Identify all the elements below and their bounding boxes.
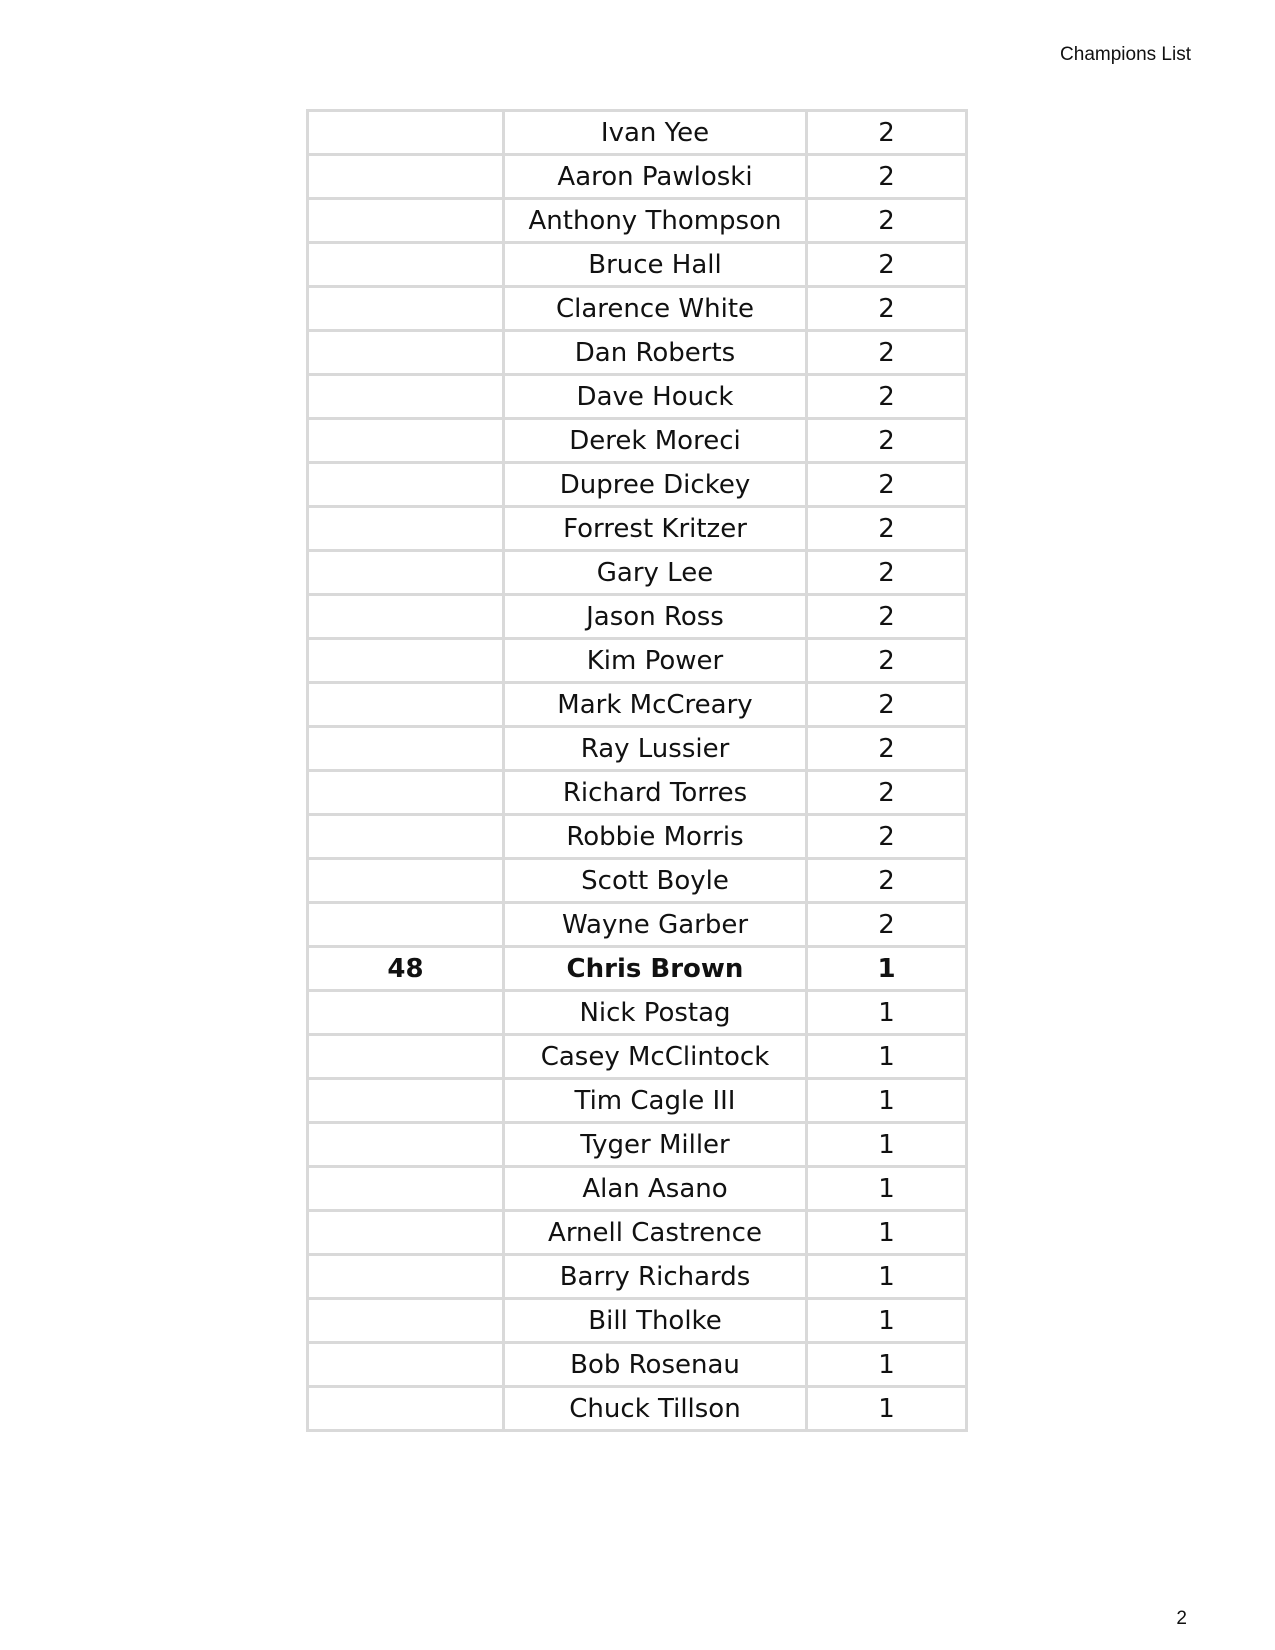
rank-cell	[308, 287, 504, 331]
rank-cell	[308, 903, 504, 947]
table-row	[308, 903, 967, 947]
title-count-cell: 1	[807, 1255, 967, 1299]
champion-name-cell: Bruce Hall	[504, 243, 807, 287]
title-count-cell: 2	[807, 683, 967, 727]
table-row	[308, 243, 967, 287]
table-row	[308, 815, 967, 859]
champion-name-cell: Tim Cagle III	[504, 1079, 807, 1123]
champion-name-cell: Bill Tholke	[504, 1299, 807, 1343]
rank-cell	[308, 1299, 504, 1343]
title-count-cell: 1	[807, 1211, 967, 1255]
title-count-cell: 1	[807, 947, 967, 991]
rank-cell	[308, 727, 504, 771]
champion-name-cell: Dave Houck	[504, 375, 807, 419]
champion-name-cell: Dan Roberts	[504, 331, 807, 375]
rank-cell	[308, 1079, 504, 1123]
rank-cell	[308, 331, 504, 375]
champion-name-cell: Clarence White	[504, 287, 807, 331]
rank-cell	[308, 463, 504, 507]
title-count-cell: 2	[807, 463, 967, 507]
table-row	[308, 463, 967, 507]
champions-table	[306, 109, 968, 1432]
rank-cell	[308, 419, 504, 463]
title-count-cell: 2	[807, 815, 967, 859]
title-count-cell: 1	[807, 1035, 967, 1079]
title-count-cell: 2	[807, 903, 967, 947]
table-row	[308, 1299, 967, 1343]
rank-cell: 48	[308, 947, 504, 991]
page-header-title: Champions List	[1060, 44, 1191, 65]
title-count-cell: 2	[807, 595, 967, 639]
rank-cell	[308, 111, 504, 155]
champion-name-cell: Wayne Garber	[504, 903, 807, 947]
table-row	[308, 771, 967, 815]
table-row	[308, 595, 967, 639]
table-row	[308, 287, 967, 331]
rank-cell	[308, 639, 504, 683]
rank-cell	[308, 551, 504, 595]
title-count-cell: 1	[807, 991, 967, 1035]
rank-cell	[308, 815, 504, 859]
table-row	[308, 419, 967, 463]
table-row	[308, 155, 967, 199]
champion-name-cell: Jason Ross	[504, 595, 807, 639]
champion-name-cell: Ray Lussier	[504, 727, 807, 771]
champion-name-cell: Barry Richards	[504, 1255, 807, 1299]
champion-name-cell: Tyger Miller	[504, 1123, 807, 1167]
table-row	[308, 727, 967, 771]
champion-name-cell: Chris Brown	[504, 947, 807, 991]
title-count-cell: 2	[807, 331, 967, 375]
title-count-cell: 1	[807, 1167, 967, 1211]
table-row	[308, 947, 967, 991]
champion-name-cell: Gary Lee	[504, 551, 807, 595]
table-row	[308, 1343, 967, 1387]
rank-cell	[308, 1167, 504, 1211]
table-row	[308, 1211, 967, 1255]
table-row	[308, 199, 967, 243]
title-count-cell: 2	[807, 375, 967, 419]
title-count-cell: 1	[807, 1299, 967, 1343]
title-count-cell: 1	[807, 1343, 967, 1387]
champion-name-cell: Ivan Yee	[504, 111, 807, 155]
rank-cell	[308, 375, 504, 419]
champions-table-body	[308, 111, 967, 1431]
table-row	[308, 639, 967, 683]
table-row	[308, 991, 967, 1035]
table-row	[308, 507, 967, 551]
champion-name-cell: Forrest Kritzer	[504, 507, 807, 551]
title-count-cell: 2	[807, 551, 967, 595]
champion-name-cell: Nick Postag	[504, 991, 807, 1035]
table-row	[308, 1123, 967, 1167]
champion-name-cell: Dupree Dickey	[504, 463, 807, 507]
rank-cell	[308, 1255, 504, 1299]
champion-name-cell: Kim Power	[504, 639, 807, 683]
rank-cell	[308, 155, 504, 199]
table-row	[308, 331, 967, 375]
page-number: 2	[1176, 1608, 1187, 1629]
title-count-cell: 2	[807, 419, 967, 463]
champion-name-cell: Richard Torres	[504, 771, 807, 815]
champion-name-cell: Arnell Castrence	[504, 1211, 807, 1255]
table-row	[308, 111, 967, 155]
title-count-cell: 2	[807, 287, 967, 331]
champion-name-cell: Aaron Pawloski	[504, 155, 807, 199]
title-count-cell: 2	[807, 507, 967, 551]
rank-cell	[308, 1123, 504, 1167]
table-row	[308, 551, 967, 595]
title-count-cell: 1	[807, 1387, 967, 1431]
champion-name-cell: Robbie Morris	[504, 815, 807, 859]
title-count-cell: 2	[807, 639, 967, 683]
title-count-cell: 2	[807, 155, 967, 199]
title-count-cell: 2	[807, 111, 967, 155]
title-count-cell: 2	[807, 199, 967, 243]
title-count-cell: 2	[807, 771, 967, 815]
rank-cell	[308, 507, 504, 551]
rank-cell	[308, 1211, 504, 1255]
rank-cell	[308, 595, 504, 639]
table-row	[308, 1387, 967, 1431]
rank-cell	[308, 859, 504, 903]
title-count-cell: 2	[807, 243, 967, 287]
champion-name-cell: Scott Boyle	[504, 859, 807, 903]
table-row	[308, 683, 967, 727]
rank-cell	[308, 771, 504, 815]
table-row	[308, 859, 967, 903]
rank-cell	[308, 683, 504, 727]
champion-name-cell: Mark McCreary	[504, 683, 807, 727]
rank-cell	[308, 1387, 504, 1431]
table-row	[308, 1167, 967, 1211]
rank-cell	[308, 243, 504, 287]
table-row	[308, 1035, 967, 1079]
champion-name-cell: Casey McClintock	[504, 1035, 807, 1079]
rank-cell	[308, 199, 504, 243]
table-row	[308, 375, 967, 419]
champion-name-cell: Alan Asano	[504, 1167, 807, 1211]
rank-cell	[308, 1035, 504, 1079]
champion-name-cell: Chuck Tillson	[504, 1387, 807, 1431]
title-count-cell: 2	[807, 859, 967, 903]
champion-name-cell: Derek Moreci	[504, 419, 807, 463]
title-count-cell: 2	[807, 727, 967, 771]
rank-cell	[308, 1343, 504, 1387]
table-row	[308, 1255, 967, 1299]
title-count-cell: 1	[807, 1079, 967, 1123]
champion-name-cell: Anthony Thompson	[504, 199, 807, 243]
rank-cell	[308, 991, 504, 1035]
champion-name-cell: Bob Rosenau	[504, 1343, 807, 1387]
title-count-cell: 1	[807, 1123, 967, 1167]
table-row	[308, 1079, 967, 1123]
